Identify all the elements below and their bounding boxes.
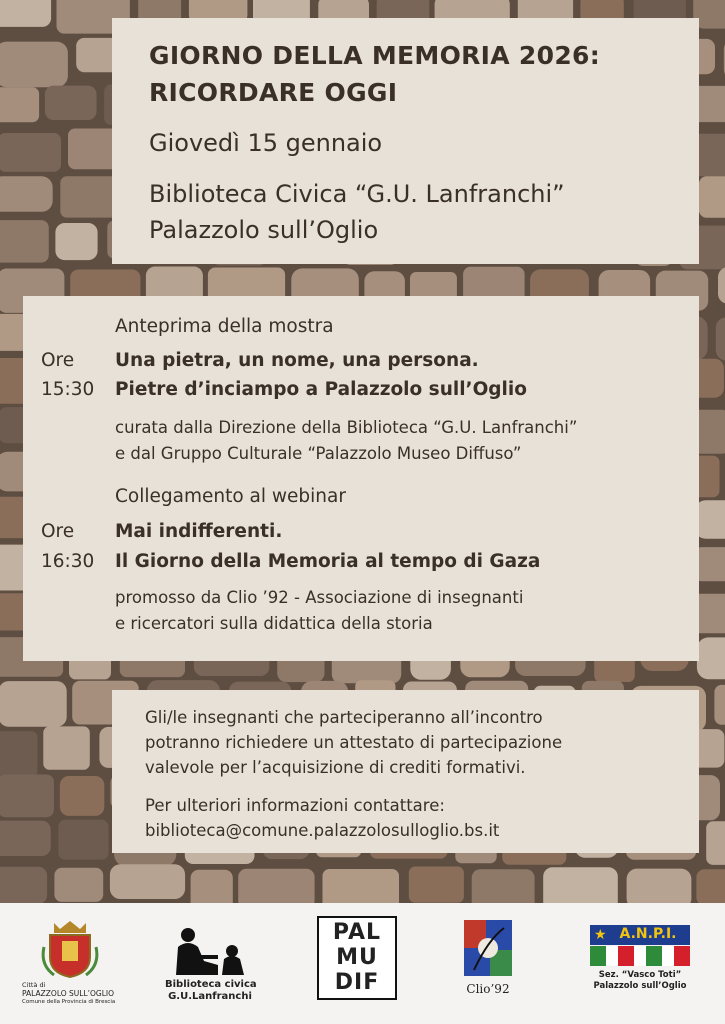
event-1-label: Anteprima della mostra (115, 316, 334, 337)
cobblestone (0, 681, 67, 727)
cobblestone (54, 868, 103, 902)
comune-logo (22, 917, 132, 1021)
cobblestone (45, 86, 97, 120)
header-panel (112, 18, 699, 264)
info-line-1: Gli/le insegnanti che parteciperanno all’incontro (145, 708, 543, 727)
event-subtitle: RICORDARE OGGI (149, 78, 398, 107)
biblioteca-line1: Biblioteca civica (165, 979, 257, 990)
cobblestone (0, 87, 39, 122)
palmudif-row3: DIF (334, 970, 380, 995)
event-1-time-word: Ore (41, 350, 75, 371)
comune-line2: PALAZZOLO SULL’OGLIO (22, 989, 115, 998)
cobblestone (0, 821, 51, 856)
event-1-title: Una pietra, un nome, una persona. (115, 350, 479, 371)
event-2-time-word: Ore (41, 521, 75, 542)
cobblestone (60, 776, 104, 816)
venue-city: Palazzolo sull’Oglio (149, 216, 379, 244)
event-2-time: 16:30 (41, 551, 95, 572)
event-date: Giovedì 15 gennaio (149, 129, 383, 157)
info-panel (112, 690, 699, 853)
reading-figures-icon (170, 925, 250, 979)
clio-logo (458, 920, 518, 1012)
event-2-title: Mai indifferenti. (115, 521, 283, 542)
cobblestone (0, 731, 37, 777)
cobblestone (0, 867, 47, 903)
cobblestone (0, 176, 53, 212)
cobblestone (191, 870, 233, 903)
cobblestone (0, 133, 61, 172)
anpi-logo (590, 925, 690, 1015)
cobblestone (58, 820, 108, 860)
comune-line3: Comune della Provincia di Brescia (22, 999, 116, 1005)
cobblestone (0, 775, 54, 818)
cobblestone (627, 869, 692, 903)
cobblestone (696, 869, 725, 903)
programme-panel (23, 296, 699, 661)
cobblestone (706, 821, 725, 865)
cobblestone (714, 685, 725, 725)
anpi-banner (590, 925, 690, 945)
palmudif-row2: MU (336, 945, 378, 970)
cobblestone (697, 637, 725, 679)
contact-label: Per ulteriori informazioni contattare: (145, 796, 445, 815)
event-1-time: 15:30 (41, 379, 95, 400)
cobblestone (323, 869, 400, 903)
cobblestone (0, 42, 68, 88)
anpi-line2: Palazzolo sull’Oglio (593, 981, 687, 991)
sponsor-footer (0, 903, 725, 1024)
cobblestone (716, 317, 725, 360)
cobblestone (0, 0, 51, 27)
event-2-desc-line1: promosso da Clio ’92 - Associazione di insegnanti (115, 588, 524, 607)
flag-stripes-icon (590, 946, 690, 966)
event-title: GIORNO DELLA MEMORIA 2026: (149, 41, 601, 70)
anpi-name: A.N.P.I. (619, 926, 677, 942)
event-2-desc-line2: e ricercatori sulla didattica della storia (115, 614, 433, 633)
cobblestone (699, 176, 725, 218)
event-2-label: Collegamento al webinar (115, 486, 346, 507)
cobblestone (543, 867, 618, 903)
palmudif-row1: PAL (332, 920, 382, 945)
cobblestone (55, 223, 97, 260)
cobblestone (409, 867, 464, 903)
star-icon: ★ (594, 927, 607, 943)
event-1-subtitle: Pietre d’inciampo a Palazzolo sull’Oglio (115, 379, 527, 400)
venue-name: Biblioteca Civica “G.U. Lanfranchi” (149, 180, 565, 208)
info-line-3: valevole per l’acquisizione di crediti formativi. (145, 758, 526, 777)
cobblestone (472, 869, 535, 903)
cobblestone (0, 220, 49, 263)
clio-emblem-icon (464, 920, 512, 976)
cobblestone (110, 864, 185, 899)
anpi-line1: Sez. “Vasco Toti” (598, 970, 682, 980)
biblioteca-line2: G.U.Lanfranchi (168, 991, 252, 1002)
cobblestone (43, 726, 90, 769)
contact-email[interactable]: biblioteca@comune.palazzolosulloglio.bs.it (145, 821, 500, 840)
event-2-subtitle: Il Giorno della Memoria al tempo di Gaza (115, 551, 541, 572)
biblioteca-logo (165, 923, 255, 1013)
coat-of-arms-icon (40, 917, 100, 979)
comune-line1: Città di (22, 981, 46, 989)
info-line-2: potranno richiedere un attestato di partecipazione (145, 733, 563, 752)
event-1-desc-line1: curata dalla Direzione della Biblioteca “G.U. Lanfranchi” (115, 418, 578, 437)
palmudif-logo (317, 916, 397, 1000)
cobblestone (238, 869, 314, 903)
event-1-desc-line2: e dal Gruppo Culturale “Palazzolo Museo Diffuso” (115, 444, 522, 463)
clio-name: Clio’92 (466, 982, 510, 996)
